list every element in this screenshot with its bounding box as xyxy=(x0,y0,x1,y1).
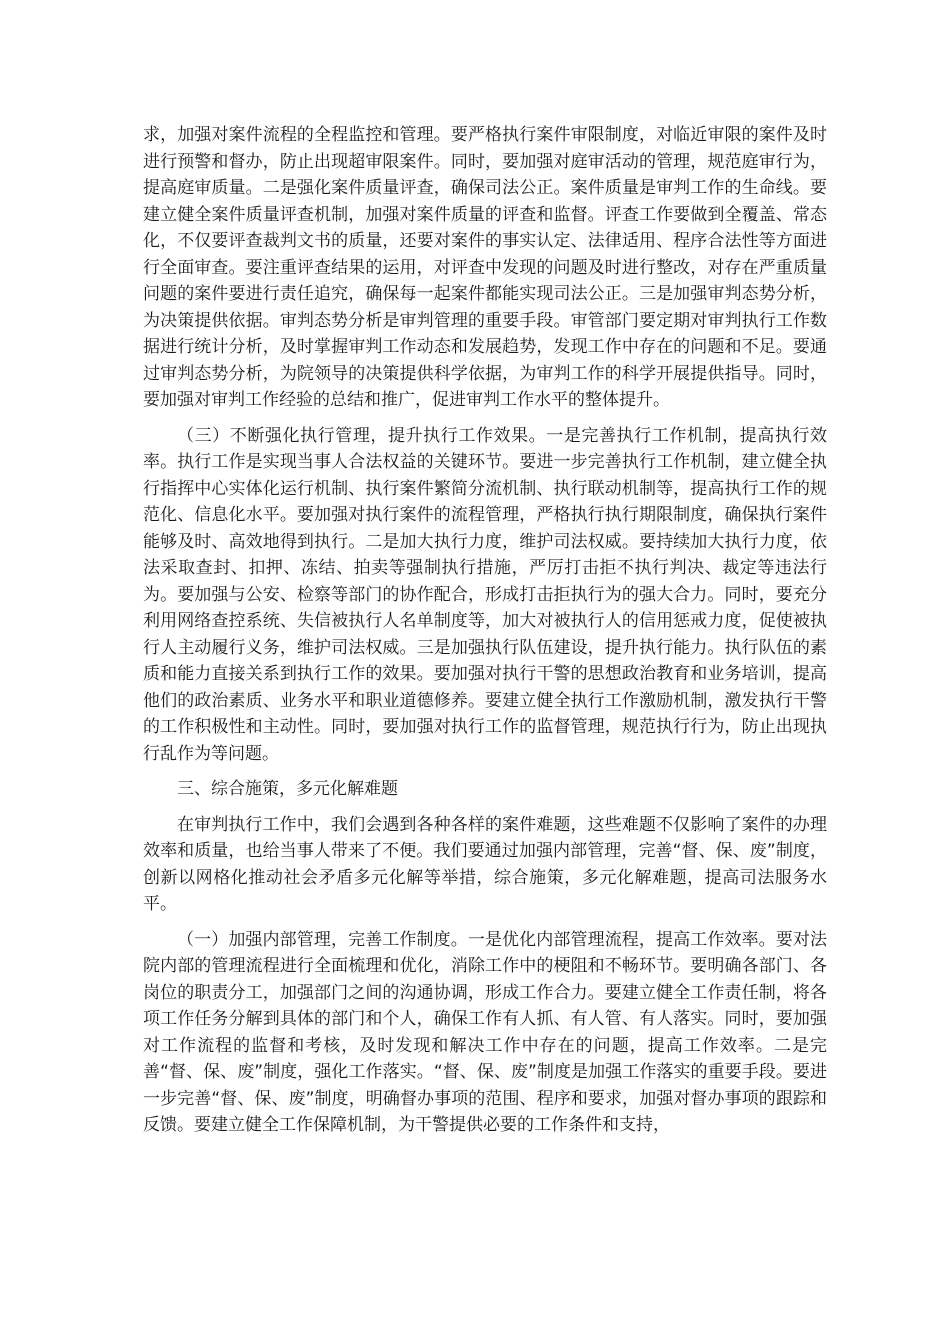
body-paragraph-4: （一）加强内部管理，完善工作制度。一是优化内部管理流程，提高工作效率。要对法院内部的管理流程进行全面梳理和优化，消除工作中的梗阻和不畅环节。要明确各部门、各岗位的职责分工，加强部门之间的沟通协调，形成工作合力。要建立健全工作责任制，将各项工作任务分解到具体的部门和个人，确保工作有人抓、有人管、有人落实。同时，要加强对工作流程的监督和考核，及时发现和解决工作中存在的问题，提高工作效率。二是完善“督、保、废”制度，强化工作落实。“督、保、废”制度是加强工作落实的重要手段。要进一步完善“督、保、废”制度，明确督办事项的范围、程序和要求，加强对督办事项的跟踪和反馈。要建立健全工作保障机制，为干警提供必要的工作条件和支持， xyxy=(143,929,827,1135)
section-heading-3: 三、综合施策，多元化解难题 xyxy=(177,779,398,799)
document-page xyxy=(143,122,827,1148)
body-paragraph-1: 求，加强对案件流程的全程监控和管理。要严格执行案件审限制度，对临近审限的案件及时进行预警和督办，防止出现超审限案件。同时，要加强对庭审活动的管理，规范庭审行为，提高庭审质量。二是强化案件质量评查，确保司法公正。案件质量是审判工作的生命线。要建立健全案件质量评查机制，加强对案件质量的评查和监督。评查工作要做到全覆盖、常态化，不仅要评查裁判文书的质量，还要对案件的事实认定、法律适用、程序合法性等方面进行全面审查。要注重评查结果的运用，对评查中发现的问题及时进行整改，对存在严重质量问题的案件要进行责任追究，确保每一起案件都能实现司法公正。三是加强审判态势分析，为决策提供依据。审判态势分析是审判管理的重要手段。审管部门要定期对审判执行工作数据进行统计分析，及时掌握审判工作动态和发展趋势，发现工作中存在的问题和不足。要通过审判态势分析，为院领导的决策提供科学依据，为审判工作的科学开展提供指导。同时，要加强对审判工作经验的总结和推广，促进审判工作水平的整体提升。 xyxy=(143,125,827,410)
body-paragraph-3: 在审判执行工作中，我们会遇到各种各样的案件难题，这些难题不仅影响了案件的办理效率和质量，也给当事人带来了不便。我们要通过加强内部管理，完善“督、保、废”制度，创新以网格化推动社会矛盾多元化解等举措，综合施策，多元化解难题，提高司法服务水平。 xyxy=(143,814,827,914)
body-paragraph-2: （三）不断强化执行管理，提升执行工作效果。一是完善执行工作机制，提高执行效率。执行工作是实现当事人合法权益的关键环节。要进一步完善执行工作机制，建立健全执行指挥中心实体化运行机制、执行案件繁简分流机制、执行联动机制等，提高执行工作的规范化、信息化水平。要加强对执行案件的流程管理，严格执行执行期限制度，确保执行案件能够及时、高效地得到执行。二是加大执行力度，维护司法权威。要持续加大执行力度，依法采取查封、扣押、冻结、拍卖等强制执行措施，严厉打击拒不执行判决、裁定等违法行为。要加强与公安、检察等部门的协作配合，形成打击拒执行为的强大合力。同时，要充分利用网络查控系统、失信被执行人名单制度等，加大对被执行人的信用惩戒力度，促使被执行人主动履行义务，维护司法权威。三是加强执行队伍建设，提升执行能力。执行队伍的素质和能力直接关系到执行工作的效果。要加强对执行干警的思想政治教育和业务培训，提高他们的政治素质、业务水平和职业道德修养。要建立健全执行工作激励机制，激发执行干警的工作积极性和主动性。同时，要加强对执行工作的监督管理，规范执行行为，防止出现执行乱作为等问题。 xyxy=(143,425,827,764)
